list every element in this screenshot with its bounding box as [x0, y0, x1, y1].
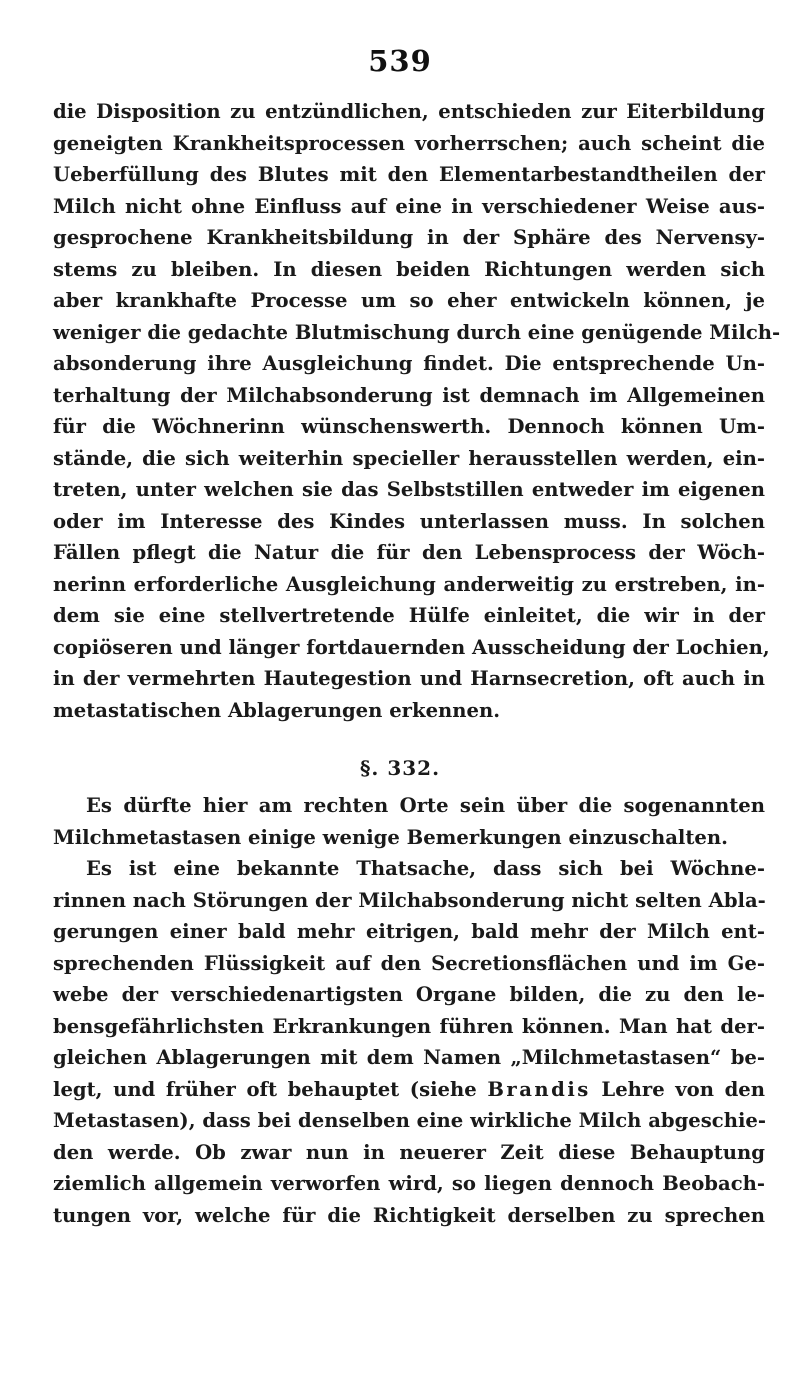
text-line: oder im Interesse des Kindes unterlassen muss. In solchen [53, 509, 765, 533]
paragraph-main [53, 853, 765, 1231]
text-line: in der vermehrten Hautegestion und Harnsecretion, oft auch in [53, 667, 765, 690]
text-line [53, 1074, 765, 1106]
text-line: stände, die sich weiterhin specieller herausstellen werden, ein- [53, 446, 765, 470]
section-heading: §. 332. [359, 756, 441, 780]
text-line: treten, unter welchen sie das Selbststillen entweder im eigenen [53, 478, 765, 501]
text-line: gerungen einer bald mehr eitrigen, bald mehr der Milch ent- [53, 920, 765, 943]
text-line: Es dürfte hier am rechten Orte sein über die sogenannten [86, 794, 765, 817]
text-line: sprechenden Flüssigkeit auf den Secretionsflächen und im Ge- [53, 951, 765, 975]
text-segment: Lehre von den [590, 1077, 765, 1101]
text-line: geneigten Krankheitsprocessen vorherrschen; auch scheint die [53, 131, 765, 155]
text-line: die Disposition zu entzündlichen, entschieden zur Eiterbildung [53, 100, 765, 123]
text-line: metastatischen Ablagerungen erkennen. [53, 698, 501, 722]
text-line: Milchmetastasen einige wenige Bemerkungen einzuschalten. [53, 825, 728, 849]
text-line: für die Wöchnerinn wünschenswerth. Dennoch können Um- [53, 415, 765, 438]
text-line: bensgefährlichsten Erkrankungen führen können. Man hat der- [53, 1014, 765, 1038]
author-name: Brandis [487, 1077, 591, 1101]
text-line: copiöseren und länger fortdauernden Ausscheidung der Lochien, [53, 635, 770, 659]
text-line: Es ist eine bekannte Thatsache, dass sich bei Wöchne- [86, 857, 765, 880]
text-segment: legt, und früher oft behauptet (siehe [53, 1077, 488, 1101]
text-line: Ueberfüllung des Blutes mit den Elementarbestandtheilen der [53, 163, 765, 186]
text-line: terhaltung der Milchabsonderung ist demnach im Allgemeinen [53, 383, 765, 407]
text-line: gesprochene Krankheitsbildung in der Sphäre des Nervensy- [53, 226, 765, 249]
text-line: webe der verschiedenartigsten Organe bilden, die zu den le- [53, 983, 765, 1006]
text-line: rinnen nach Störungen der Milchabsonderung nicht selten Abla- [53, 888, 766, 912]
text-line: weniger die gedachte Blutmischung durch eine genügende Milch- [53, 320, 781, 344]
text-line: tungen vor, welche für die Richtigkeit derselben zu sprechen [53, 1203, 765, 1227]
text-line: Milch nicht ohne Einfluss auf eine in verschiedener Weise aus- [53, 194, 765, 218]
text-line: nerinn erforderliche Ausgleichung anderweitig zu erstreben, in- [53, 572, 765, 596]
text-line: gleichen Ablagerungen mit dem Namen „Milchmetastasen“ be- [53, 1046, 765, 1069]
page-number: 539 [368, 44, 432, 78]
text-line: absonderung ihre Ausgleichung findet. Die entsprechende Un- [53, 352, 765, 375]
text-line: aber krankhafte Processe um so eher entwickeln können, je [53, 289, 765, 312]
text-line: stems zu bleiben. In diesen beiden Richtungen werden sich [53, 257, 765, 281]
paragraph-continued [53, 96, 781, 726]
text-line: dem sie eine stellvertretende Hülfe einleitet, die wir in der [53, 604, 765, 627]
text-line: ziemlich allgemein verworfen wird, so liegen dennoch Beobach- [53, 1172, 765, 1195]
text-line: den werde. Ob zwar nun in neuerer Zeit diese Behauptung [53, 1140, 765, 1164]
text-line: Fällen pflegt die Natur die für den Lebensprocess der Wöch- [53, 541, 765, 564]
paragraph-intro [53, 790, 765, 853]
text-line: Metastasen), dass bei denselben eine wirkliche Milch abgeschie- [53, 1109, 767, 1132]
